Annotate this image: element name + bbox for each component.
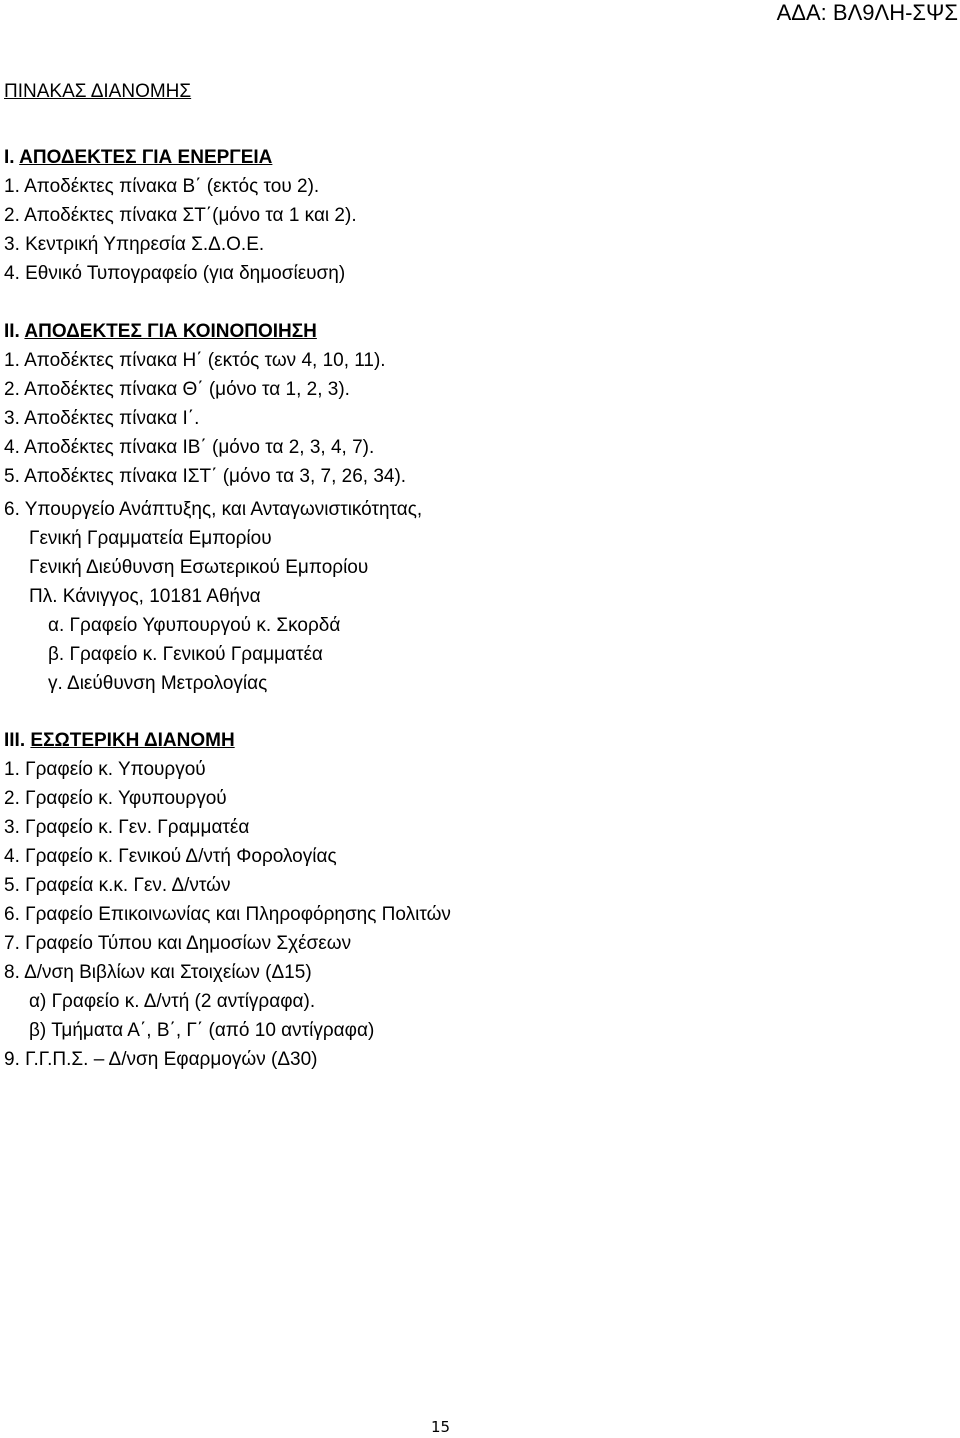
list-item: 4. Αποδέκτες πίνακα ΙΒ΄ (μόνο τα 2, 3, 4, 7). (4, 437, 375, 458)
section-1-title: ΑΠΟΔΕΚΤΕΣ ΓΙΑ ΕΝΕΡΓΕΙΑ (19, 147, 273, 168)
list-item: 4. Γραφείο κ. Γενικού Δ/ντή Φορολογίας (4, 846, 337, 867)
section-3-title: ΕΣΩΤΕΡΙΚΗ ΔΙΑΝΟΜΗ (30, 730, 235, 751)
list-item: Γενική Γραμματεία Εμπορίου (29, 528, 272, 549)
list-item: Πλ. Κάνιγγος, 10181 Αθήνα (29, 586, 261, 607)
list-item: 9. Γ.Γ.Π.Σ. – Δ/νση Εφαρμογών (Δ30) (4, 1049, 318, 1070)
list-item: 2. Αποδέκτες πίνακα Θ΄ (μόνο τα 1, 2, 3). (4, 379, 350, 400)
list-item: 7. Γραφείο Τύπου και Δημοσίων Σχέσεων (4, 933, 352, 954)
document-title: ΠΙΝΑΚΑΣ ΔΙΑΝΟΜΗΣ (4, 81, 192, 102)
list-item: β. Γραφείο κ. Γενικού Γραμματέα (48, 644, 323, 665)
list-item: 5. Αποδέκτες πίνακα ΙΣΤ΄ (μόνο τα 3, 7, 26, 34). (4, 466, 407, 487)
list-item: Γενική Διεύθυνση Εσωτερικού Εμπορίου (29, 557, 369, 578)
section-3-heading (4, 729, 235, 753)
list-item: 3. Αποδέκτες πίνακα Ι΄. (4, 408, 200, 429)
section-3-number: ΙΙΙ. (4, 730, 26, 751)
list-item: 8. Δ/νση Βιβλίων και Στοιχείων (Δ15) (4, 962, 312, 983)
ada-code: ΑΔΑ: ΒΛ9ΛΗ-ΣΨΣ (776, 0, 958, 25)
list-item: 2. Αποδέκτες πίνακα ΣΤ΄(μόνο τα 1 και 2). (4, 205, 357, 226)
list-item: 3. Κεντρική Υπηρεσία Σ.Δ.Ο.Ε. (4, 234, 265, 255)
section-2-title: ΑΠΟΔΕΚΤΕΣ ΓΙΑ ΚΟΙΝΟΠΟΙΗΣΗ (24, 321, 317, 342)
list-item: 3. Γραφείο κ. Γεν. Γραμματέα (4, 817, 250, 838)
section-2-number: ΙΙ. (4, 321, 20, 342)
section-2-heading (4, 320, 317, 344)
list-item: α) Γραφείο κ. Δ/ντή (2 αντίγραφα). (29, 991, 316, 1012)
list-item: 6. Υπουργείο Ανάπτυξης, και Ανταγωνιστικότητας, (4, 499, 423, 520)
list-item: 1. Γραφείο κ. Υπουργού (4, 759, 206, 780)
section-1-number: Ι. (4, 147, 15, 168)
list-item: β) Τμήματα Α΄, Β΄, Γ΄ (από 10 αντίγραφα) (29, 1020, 375, 1041)
list-item: 4. Εθνικό Τυπογραφείο (για δημοσίευση) (4, 263, 346, 284)
list-item: 1. Αποδέκτες πίνακα Β΄ (εκτός του 2). (4, 176, 320, 197)
page-number: 15 (431, 1418, 451, 1436)
list-item: 2. Γραφείο κ. Υφυπουργού (4, 788, 227, 809)
list-item: 6. Γραφείο Επικοινωνίας και Πληροφόρησης Πολιτών (4, 904, 451, 925)
section-1-heading (4, 146, 272, 170)
list-item: α. Γραφείο Υφυπουργού κ. Σκορδά (48, 615, 341, 636)
list-item: 5. Γραφεία κ.κ. Γεν. Δ/ντών (4, 875, 231, 896)
list-item: 1. Αποδέκτες πίνακα Η΄ (εκτός των 4, 10, 11). (4, 350, 386, 371)
list-item: γ. Διεύθυνση Μετρολογίας (48, 673, 268, 694)
